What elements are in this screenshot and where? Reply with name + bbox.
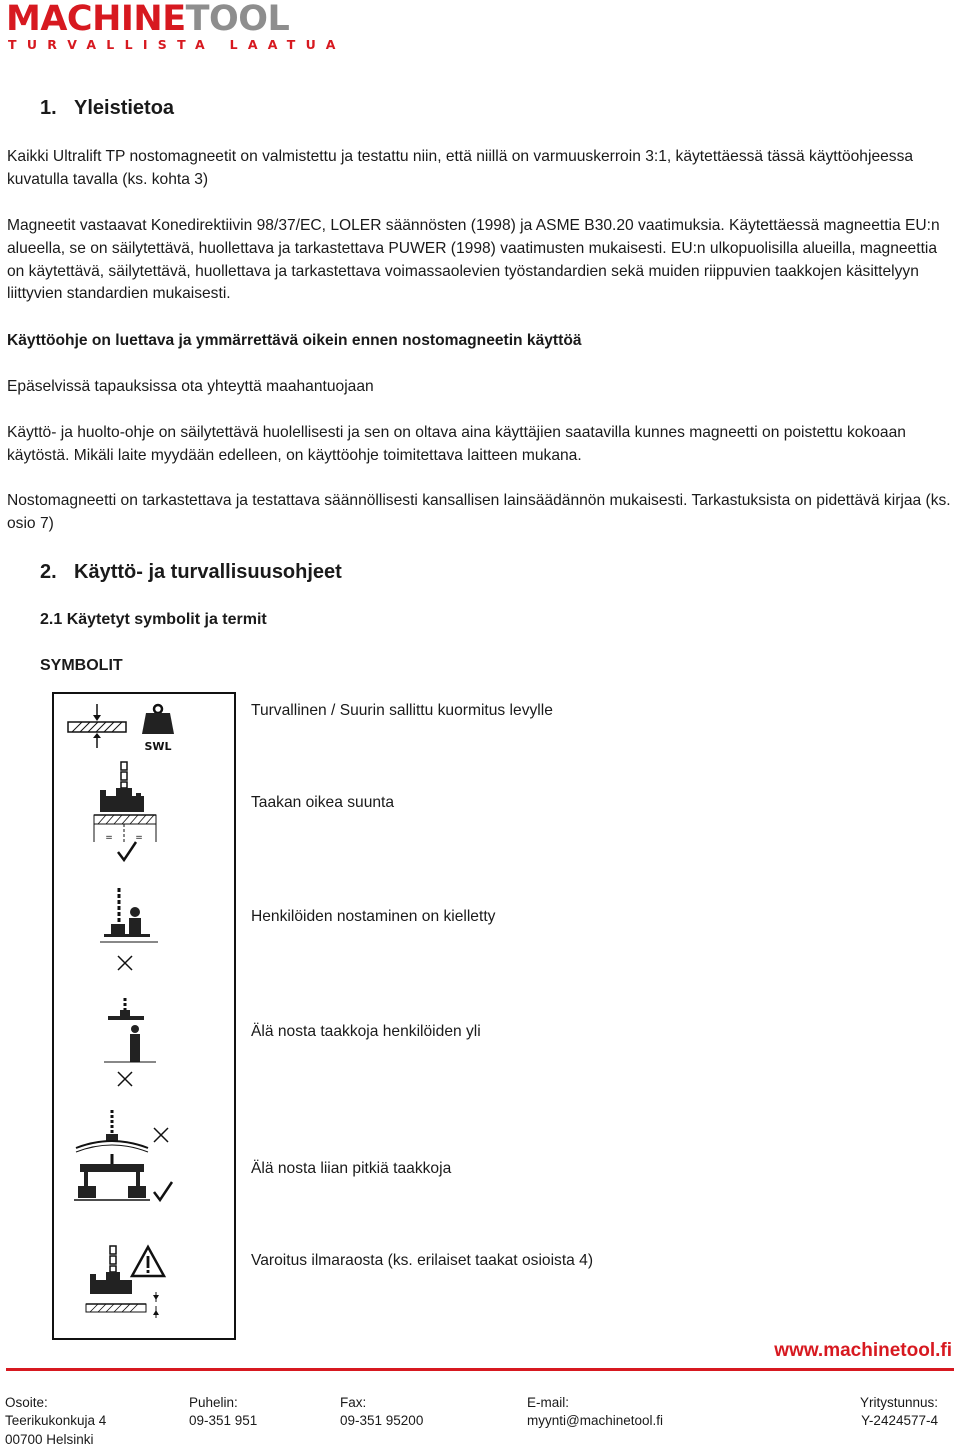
address-line-2: 00700 Helsinki bbox=[5, 1431, 94, 1446]
symbol-label-swl: Turvallinen / Suurin sallittu kuormitus levylle bbox=[251, 702, 553, 719]
footer-address bbox=[5, 1394, 106, 1446]
symbol-label-air-gap: Varoitus ilmaraosta (ks. erilaiset taakat osioista 4) bbox=[251, 1252, 594, 1269]
logo-wordmark bbox=[6, 0, 346, 38]
no-load-over-persons-icon bbox=[104, 996, 159, 1088]
paragraph-read-manual: Käyttöohje on luettava ja ymmärrettävä oikein ennen nostomagneetin käyttöä bbox=[7, 332, 582, 349]
website-link[interactable]: www.machinetool.fi bbox=[774, 1340, 952, 1361]
correct-direction-icon bbox=[90, 760, 160, 865]
footer-company-id bbox=[860, 1394, 938, 1431]
no-long-loads-icon bbox=[74, 1108, 178, 1206]
symbol-label-direction: Taakan oikea suunta bbox=[251, 794, 395, 811]
swl-weight-icon bbox=[64, 702, 176, 754]
symbol-label-long-loads: Älä nosta liian pitkiä taakkoja bbox=[251, 1160, 452, 1177]
paragraph-keep-manual: Käyttö- ja huolto-ohje on säilytettävä huolellisesti ja sen on oltava aina käyttäjien saatavilla kunnes magneetti on poistettu kokoaan käytöstä. Mikäli laite myydään edelleen, on käyttöohje toimitettava laitteen mukana. bbox=[7, 424, 906, 464]
symbol-label-no-over-persons: Älä nosta taakkoja henkilöiden yli bbox=[251, 1023, 481, 1040]
section-1-heading bbox=[40, 97, 174, 120]
paragraph-inspection: Nostomagneetti on tarkastettava ja testattava säännöllisesti kansallisen lainsäädännön mukaisesti. Tarkastuksista on pidettävä kirjaa (ks. osio 7) bbox=[7, 492, 951, 532]
footer-divider bbox=[6, 1368, 954, 1371]
email-label: E-mail: bbox=[527, 1395, 570, 1410]
air-gap-warning-icon bbox=[84, 1244, 168, 1324]
address-label: Osoite: bbox=[5, 1395, 48, 1410]
phone-label: Puhelin: bbox=[189, 1395, 238, 1410]
phone-number: 09-351 951 bbox=[189, 1413, 258, 1429]
footer-phone bbox=[189, 1394, 257, 1431]
logo-tagline: TURVALLISTA LAATUA bbox=[8, 37, 346, 52]
paragraph-contact-importer: Epäselvissä tapauksissa ota yhteyttä maahantuojaan bbox=[7, 378, 374, 395]
company-id-label: Yritystunnus: bbox=[859, 1395, 938, 1410]
address-line-1: Teerikukonkuja 4 bbox=[5, 1413, 107, 1429]
svg-text:=: = bbox=[135, 833, 143, 843]
fax-label: Fax: bbox=[340, 1395, 367, 1410]
section-2-heading bbox=[40, 561, 342, 584]
company-logo bbox=[6, 0, 346, 52]
subsection-title: Käytetyt symbolit ja termit bbox=[66, 611, 267, 628]
paragraph-standards: Magneetit vastaavat Konedirektiivin 98/37/EC, LOLER säännösten (1998) ja ASME B30.20 vaatimuksia. Käytettäessä magneettia EU:n alueella, se on säilytettävä, huollettava ja tarkastettava PUWER (1998) vaatimusten mukaisesti. EU:n ulkopuolisilla alueilla, magneettia on käytettävä, säilytettävä, huollettava ja tarkastettava voimassaolevien työstandardien sekä muiden riippuvien taakkojen käsittelyyn liittyvien standardien mukaisesti. bbox=[7, 217, 940, 303]
subsection-2-1-heading bbox=[40, 611, 267, 629]
swl-text: SWL bbox=[144, 740, 172, 753]
section-2-number: 2. bbox=[40, 561, 57, 583]
footer-email bbox=[527, 1394, 663, 1431]
section-2-title: Käyttö- ja turvallisuusohjeet bbox=[74, 561, 342, 583]
symbol-label-no-persons: Henkilöiden nostaminen on kielletty bbox=[251, 908, 496, 925]
paragraph-intro: Kaikki Ultralift TP nostomagneetit on valmistettu ja testattu niin, että niillä on varmuuskerroin 3:1, käytettäessä tässä käyttöohjeessa kuvatulla tavalla (ks. kohta 3) bbox=[7, 148, 914, 188]
email-address[interactable]: myynti@machinetool.fi bbox=[527, 1413, 664, 1429]
section-1-title: Yleistietoa bbox=[74, 97, 175, 119]
no-lifting-persons-icon bbox=[100, 886, 160, 978]
fax-number: 09-351 95200 bbox=[340, 1413, 424, 1429]
logo-part-machine: MACHINE bbox=[6, 0, 186, 39]
company-id: Y-2424577-4 bbox=[861, 1413, 938, 1429]
footer-fax bbox=[340, 1394, 423, 1431]
svg-text:=: = bbox=[105, 833, 113, 843]
symbols-heading: SYMBOLIT bbox=[40, 657, 123, 674]
subsection-number: 2.1 bbox=[40, 611, 63, 628]
section-1-number: 1. bbox=[40, 97, 57, 119]
logo-part-tool: TOOL bbox=[185, 0, 290, 39]
